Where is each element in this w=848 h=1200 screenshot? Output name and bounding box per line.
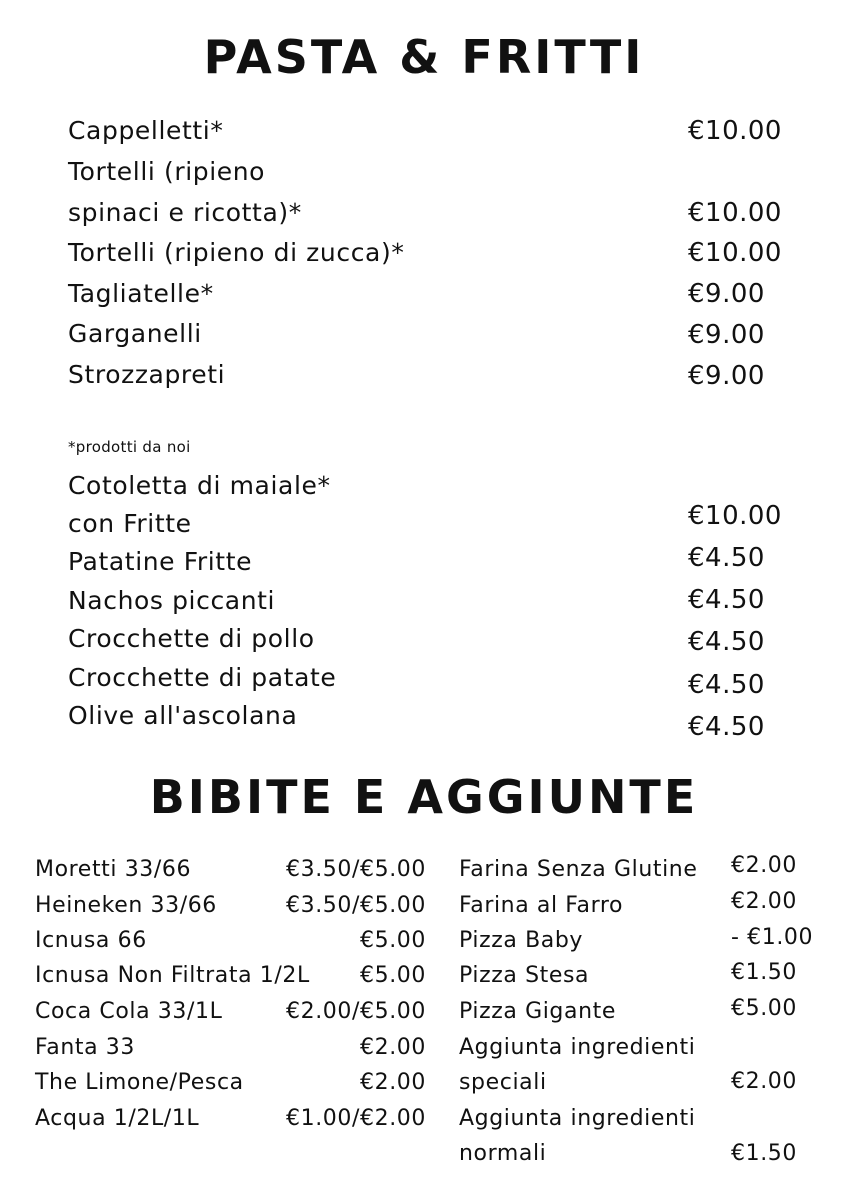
drink-price: €2.00 <box>360 1070 426 1095</box>
drink-price: €3.50/€5.00 <box>286 893 426 918</box>
extra-price: €2.00 <box>731 853 797 878</box>
menu-item-price: €4.50 <box>688 585 765 615</box>
section-title-pasta-fritti: PASTA & FRITTI <box>203 30 645 84</box>
menu-item-name: Tortelli (ripieno di zucca)* <box>68 238 405 267</box>
extra-name: Farina Senza Glutine <box>459 857 698 882</box>
drink-price: €3.50/€5.00 <box>286 857 426 882</box>
menu-item-price: €4.50 <box>688 627 765 657</box>
drink-name: Heineken 33/66 <box>35 893 217 918</box>
drink-name: Icnusa 66 <box>35 928 147 953</box>
drink-name: Coca Cola 33/1L <box>35 999 223 1024</box>
menu-item-name: Cotoletta di maiale* <box>68 471 331 500</box>
drink-price: €5.00 <box>360 928 426 953</box>
footnote: *prodotti da noi <box>68 438 191 456</box>
menu-item-name: Garganelli <box>68 319 202 348</box>
menu-item-price: €9.00 <box>688 279 765 309</box>
section-title-bibite-aggiunte: BIBITE E AGGIUNTE <box>149 770 699 824</box>
menu-item-name: Tagliatelle* <box>68 279 214 308</box>
extra-name: speciali <box>459 1070 547 1095</box>
drink-price: €2.00 <box>360 1035 426 1060</box>
menu-item-price: €4.50 <box>688 543 765 573</box>
drink-price: €2.00/€5.00 <box>286 999 426 1024</box>
menu-item-name: spinaci e ricotta)* <box>68 198 302 227</box>
menu-item-price: €9.00 <box>688 320 765 350</box>
menu-item-name: Tortelli (ripieno <box>68 157 266 186</box>
menu-item-price: €10.00 <box>688 501 782 531</box>
extra-name: normali <box>459 1141 547 1166</box>
extra-name: Aggiunta ingredienti <box>459 1106 696 1131</box>
extra-price: €5.00 <box>731 996 797 1021</box>
extra-name: Aggiunta ingredienti <box>459 1035 696 1060</box>
extra-price: €1.50 <box>731 1141 797 1166</box>
extra-name: Farina al Farro <box>459 893 624 918</box>
menu-item-name: Strozzapreti <box>68 360 226 389</box>
extra-price: - €1.00 <box>731 925 814 950</box>
extra-name: Pizza Gigante <box>459 999 616 1024</box>
menu-item-name: con Fritte <box>68 509 192 538</box>
extra-price: €2.00 <box>731 1069 797 1094</box>
extra-price: €1.50 <box>731 960 797 985</box>
drink-name: Moretti 33/66 <box>35 857 192 882</box>
menu-item-name: Cappelletti* <box>68 116 224 145</box>
extra-name: Pizza Stesa <box>459 963 590 988</box>
menu-item-name: Olive all'ascolana <box>68 701 298 730</box>
drink-name: The Limone/Pesca <box>35 1070 244 1095</box>
menu-item-name: Crocchette di patate <box>68 663 337 692</box>
menu-item-name: Nachos piccanti <box>68 586 276 615</box>
drink-name: Fanta 33 <box>35 1035 135 1060</box>
extra-price: €2.00 <box>731 889 797 914</box>
menu-item-price: €9.00 <box>688 361 765 391</box>
drink-name: Acqua 1/2L/1L <box>35 1106 200 1131</box>
menu-item-price: €10.00 <box>688 116 782 146</box>
drink-name: Icnusa Non Filtrata 1/2L <box>35 963 310 988</box>
menu-item-price: €4.50 <box>688 712 765 742</box>
menu-item-price: €4.50 <box>688 670 765 700</box>
menu-item-name: Crocchette di pollo <box>68 624 315 653</box>
menu-item-price: €10.00 <box>688 238 782 268</box>
menu-item-price: €10.00 <box>688 198 782 228</box>
menu-item-name: Patatine Fritte <box>68 547 253 576</box>
drink-price: €5.00 <box>360 963 426 988</box>
drink-price: €1.00/€2.00 <box>286 1106 426 1131</box>
extra-name: Pizza Baby <box>459 928 584 953</box>
